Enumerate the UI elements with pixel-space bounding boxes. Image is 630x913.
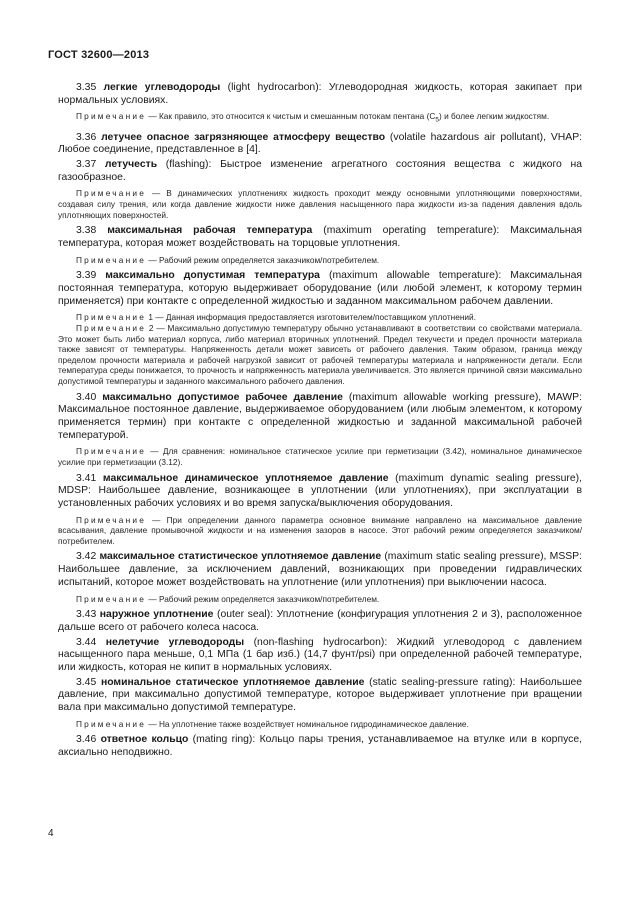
note: Примечание — В динамических уплотнениях жидкость проходит между основными уплотняющими поверхностями, создавая силу трения, или когда давление жидкости ниже давления насыщенного пара жидкости из-за падения давления вдоль уплотняющих поверхностей. [58, 188, 582, 220]
term-name: летучее опасное загрязняющее атмосферу вещество [101, 131, 386, 143]
term-name: максимально допустимая температура [105, 270, 320, 282]
term-entry: 3.40 максимально допустимое рабочее давление (maximum allowable working pressure), MAWP: Максимальное постоянное давление, выдерживаемое оборудованием (или любым элементом, к которому применяется термин) при контакте с определенной жидкостью и заданной максимальной рабочей температурой. [58, 391, 582, 441]
note-label: Примечание [76, 718, 147, 729]
term-name: наружное уплотнение [99, 609, 214, 621]
term-name: максимально допустимое рабочее давление [102, 391, 343, 403]
term-entry: 3.42 максимальное статистическое уплотняемое давление (maximum static sealing pressure), MSSP: Наибольшее давление, за исключением давлений, возникающих при проведении гидравлических испытаний, которое может воздействовать на уплотнение (или уплотнения) при выключении насоса. [58, 551, 583, 588]
term-entry: 3.43 наружное уплотнение (outer seal): Уплотнение (конфигурация уплотнения 2 и 3), расположенное дальше всего от рабочего колеса насоса. [58, 609, 582, 633]
term-name: номинальное статическое уплотняемое давление [100, 676, 365, 688]
term-entry: 3.46 ответное кольцо (mating ring): Кольцо пары трения, устанавливаемое на втулке или в корпусе, аксиально неподвижно. [58, 734, 583, 759]
note-label: Примечание [76, 322, 147, 333]
term-name: ответное кольцо [100, 734, 189, 746]
page-number: 4 [48, 828, 54, 839]
note-label: Примечание [76, 254, 147, 265]
term-entry: 3.41 максимальное динамическое уплотняемое давление (maximum dynamic sealing pressure), MDSP: Наибольшее давление, возникающее в уплотнении (или уплотнениях), при эксплуатации в установленных рабочих условиях и во время запуска/выключения оборудования. [58, 472, 582, 509]
note: Примечание — Как правило, это относится к чистым и смешанным потокам пентана $(C_5)$ и более легким жидкостям. [76, 111, 550, 125]
term-entry: 3.37 летучесть (flashing): Быстрое изменение агрегатного состояния вещества с жидкого на газообразное. [58, 159, 582, 183]
document-body [58, 82, 582, 762]
term-name: летучесть [104, 159, 158, 171]
term-entry: 3.44 нелетучие углеводороды (non-flashing hydrocarbon): Жидкий углеводород с давлением насыщенного пара меньше, 0,1 МПа (1 бар изб.) (14,7 фунт/psi) при определенной рабочей температуре, или жидкость, которая не кипит в нормальных условиях. [58, 636, 582, 673]
note: Примечание — При определении данного параметра основное внимание направлено на максимальное давление всасывания, давление промывочной жидкости и на изменения зазоров в насосе. Этот рабочий режим определяется заказчиком/потребителем. [58, 514, 582, 546]
note: Примечание — Рабочий режим определяется заказчиком/потребителем. [76, 593, 380, 604]
note: Примечание 2 — Максимально допустимую температуру обычно устанавливают в соответствии со свойствами материала. Это может быть либо материал корпуса, либо материал вторичных уплотнений. Предел текучести и предел прочности материала также зависят от температуры. Напряженность детали может зависеть от рабочего давления. Таким образом, граница между пределом прочности материала и рабочей нагрузкой зависит от рабочей температуры материала и напряженности детали. Если температура среды понижается, то прочность и напряженность материала увеличивается. Это является причиной связи максимально допустимой температуры и заданного максимального рабочего давления. [58, 322, 582, 386]
term-entry: 3.38 максимальная рабочая температура (maximum operating temperature): Максимальная температура, которая может воздействовать на торцовые уплотнения. [58, 225, 583, 249]
note-label: Примечание [76, 188, 147, 199]
note-label: Примечание [76, 111, 147, 122]
term-entry: 3.36 летучее опасное загрязняющее атмосферу вещество (volatile hazardous air pollutant), VHAP: Любое соединение, представленное в [4]. [58, 131, 583, 156]
term-name: легкие углеводороды [103, 82, 221, 93]
note-label: Примечание [76, 593, 147, 604]
note-label: Примечание [76, 446, 147, 457]
note-label: Примечание [76, 514, 147, 525]
term-name: нелетучие углеводороды [105, 636, 245, 648]
note: Примечание — Для сравнения: номинальное статическое усилие при герметизации (3.42), номинальное динамическое усилие при герметизации (3.12). [58, 446, 582, 467]
note: Примечание 1 — Данная информация предоставляется изготовителем/поставщиком уплотнений. [76, 312, 476, 323]
note: Примечание — Рабочий режим определяется заказчиком/потребителем. [76, 254, 380, 265]
note-label: Примечание [76, 312, 147, 323]
term-name: максимальная рабочая температура [107, 225, 313, 237]
term-name: максимальное динамическое уплотняемое давление [102, 472, 389, 484]
term-entry: 3.35 легкие углеводороды (light hydrocarbon): Углеводородная жидкость, которая закипает при нормальных условиях. [58, 82, 582, 106]
note: Примечание — На уплотнение также воздействует номинальное гидродинамическое давление. [76, 718, 469, 729]
term-entry: 3.45 номинальное статическое уплотняемое давление (static sealing-pressure rating): Наибольшее давление, при максимально допустимой температуре, которое выдерживает уплотнение при вращении вала при максимально допустимой температуре. [58, 676, 583, 714]
term-name: максимальное статистическое уплотняемое давление [99, 551, 382, 563]
term-entry: 3.39 максимально допустимая температура (maximum allowable temperature): Максимальная постоянная температура, которую выдерживает оборудование (или любой элемент, к которому термин применяется) при контакте с определенной жидкостью и заданном максимальном рабочем давлении. [58, 270, 583, 307]
document-header: ГОСТ 32600—2013 [48, 49, 150, 61]
